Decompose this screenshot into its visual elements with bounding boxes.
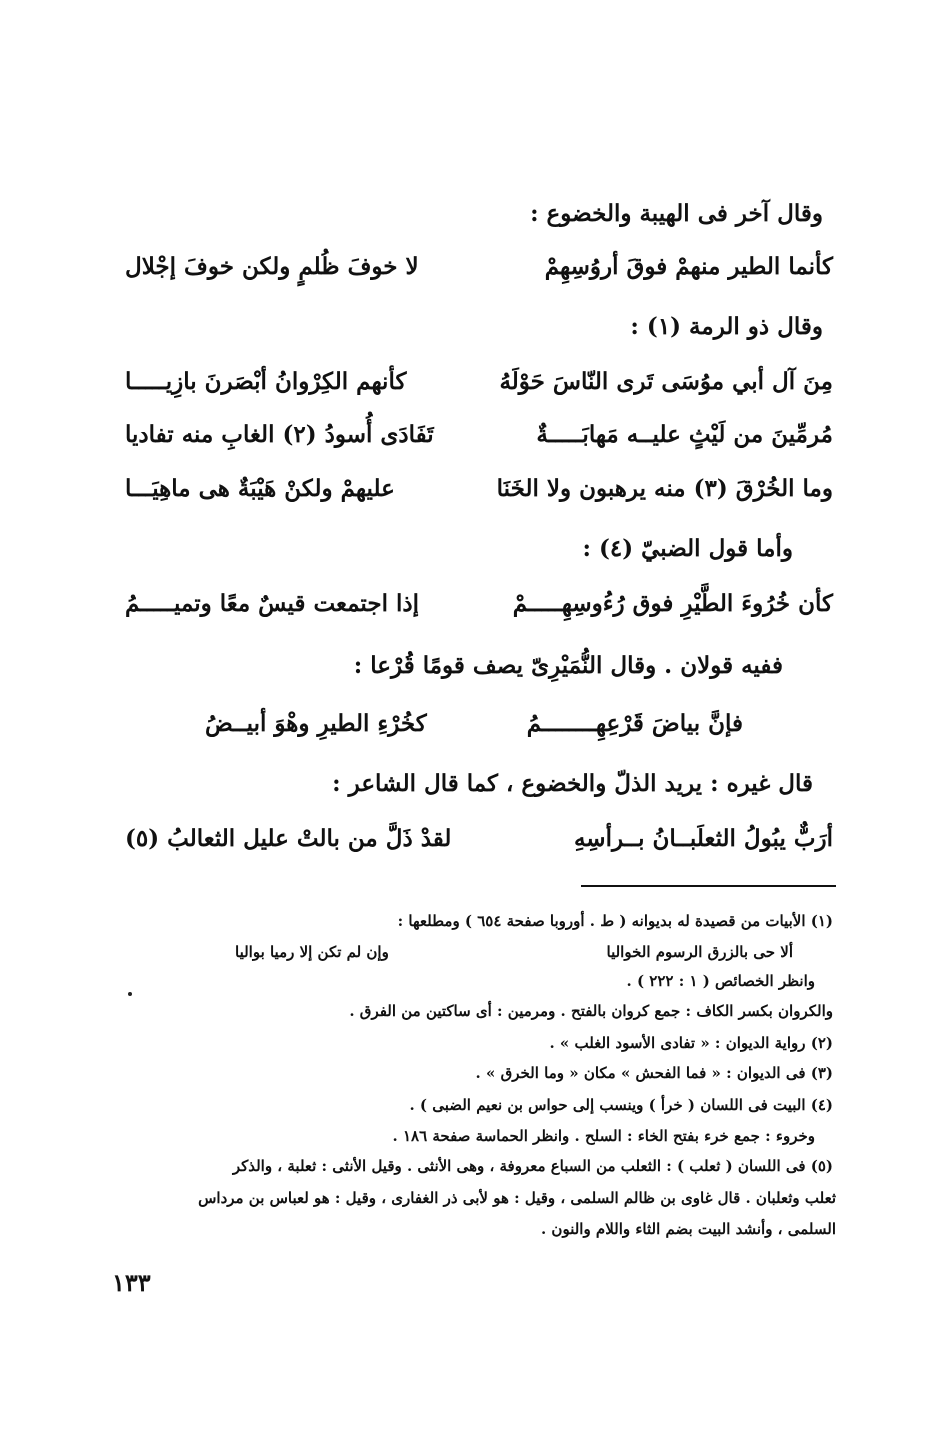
verse-7-first-hemistich: أرَبٌّ يبُولُ الثعلَبــانُ بــرأسِهِ	[573, 825, 833, 852]
footnote-5-line-2: ثعلب وثعلبان . قال غاوى بن ظالم السلمى ، وقيل : هو لأبى ذر الغفارى ، وقيل : هو لعباس بن مرداس	[198, 1189, 836, 1207]
verse-3	[110, 421, 833, 461]
verse-1-first-hemistich: كأنما الطير منهمْ فوقَ أروُسِهِمْ	[544, 253, 833, 280]
verse-4-first-hemistich: وما الخُرْقَ (٣) منه يرهبون ولا الخَنَا	[496, 475, 833, 502]
footnote-5: (٥) فى اللسان ( ثعلب ) : الثعلب من السباع معروفة ، وهى الأنثى . وقيل الأنثى : ثعلبة ، والذكر	[232, 1157, 833, 1175]
footnote-1-line-3: وانظر الخصائص ( ١ : ٢٢٢ ) .	[626, 972, 815, 990]
footnote-4: (٤) البيت فى اللسان ( خرأ ) وينسب إلى حواس بن نعيم الضبى ) .	[409, 1096, 833, 1114]
print-speck	[128, 992, 132, 996]
verse-3-second-hemistich: تَفَادَى أُسودُ (٢) الغابِ منه تفاديا	[125, 421, 434, 448]
intro-other-poet: قال غيره : يريد الذلّ والخضوع ، كما قال الشاعر :	[332, 770, 813, 797]
verse-6-first-hemistich: فإنَّ بياضَ قَرْعِهِــــــــمُ	[526, 710, 743, 737]
footnote-5-line-3: السلمى ، وأنشد البيت بضم الثاء واللام والنون .	[540, 1220, 836, 1238]
verse-2	[110, 368, 833, 408]
verse-5-second-hemistich: إذا اجتمعت قيسٌ معًا وتميـــــمُ	[125, 590, 420, 617]
verse-6	[110, 710, 833, 750]
intro-numayri: ففيه قولان . وقال النُّمَيْرِىّ يصف قومًا قُرْعا :	[353, 652, 783, 679]
verse-5-first-hemistich: كأن خُرُوءَ الطَّيْرِ فوق رُءُوسِهِـــــمْ	[512, 590, 833, 617]
footnote-1-line-4: والكروان بكسر الكاف : جمع كروان بالفتح . ومرمين : أى ساكتين من الفرق .	[349, 1002, 833, 1020]
footnote-1-verse-second: وإن لم تكن إلا رميا بواليا	[235, 943, 389, 961]
page-number: ١٣٣	[112, 1268, 151, 1297]
verse-6-second-hemistich: كخُرْءِ الطيرِ وهْوَ أبيــضُ	[205, 710, 427, 737]
verse-1	[110, 253, 833, 293]
verse-4-second-hemistich: عليهمْ ولكنْ هَيْبَةٌ هى ماهِيَـــا	[125, 475, 395, 502]
intro-dabbi: وأما قول الضبيّ (٤) :	[582, 535, 793, 562]
intro-dhu-al-rummah: وقال ذو الرمة (١) :	[630, 313, 823, 340]
footnote-3: (٣) فى الديوان : « فما الفحش » مكان « وما الخرق » .	[475, 1064, 833, 1082]
verse-2-first-hemistich: مِنَ آل أبي موُسَى تَرى النّاسَ حَوْلَهُ	[499, 368, 833, 395]
footnote-divider	[581, 885, 836, 887]
verse-1-second-hemistich: لا خوفَ ظُلمٍ ولكن خوفَ إجْلال	[125, 253, 419, 280]
verse-3-first-hemistich: مُرمِّينَ من لَيْثٍ عليــه مَهابَـــــةٌ	[536, 421, 833, 448]
footnote-1: (١) الأبيات من قصيدة له بديوانه ( ط . أوروبا صفحة ٦٥٤ ) ومطلعها :	[397, 912, 833, 930]
footnote-4-line-2: وخروء : جمع خرء بفتح الخاء : السلح . وانظر الحماسة صفحة ١٨٦ .	[392, 1127, 815, 1145]
footnote-1-verse-first: ألا حى بالزرق الرسوم الخواليا	[606, 943, 793, 961]
verse-5	[110, 590, 833, 630]
verse-4	[110, 475, 833, 515]
footnote-2: (٢) رواية الديوان : « تفادى الأسود الغلب » .	[549, 1034, 833, 1052]
verse-7	[110, 825, 833, 865]
verse-2-second-hemistich: كأنهم الكِرْوانُ أبْصَرنَ بازِيـــــا	[125, 368, 407, 395]
intro-heibah: وقال آخر فى الهيبة والخضوع :	[530, 200, 823, 227]
verse-7-second-hemistich: لقدْ ذَلَّ من بالتْ عليل الثعالبُ (٥)	[125, 825, 452, 852]
